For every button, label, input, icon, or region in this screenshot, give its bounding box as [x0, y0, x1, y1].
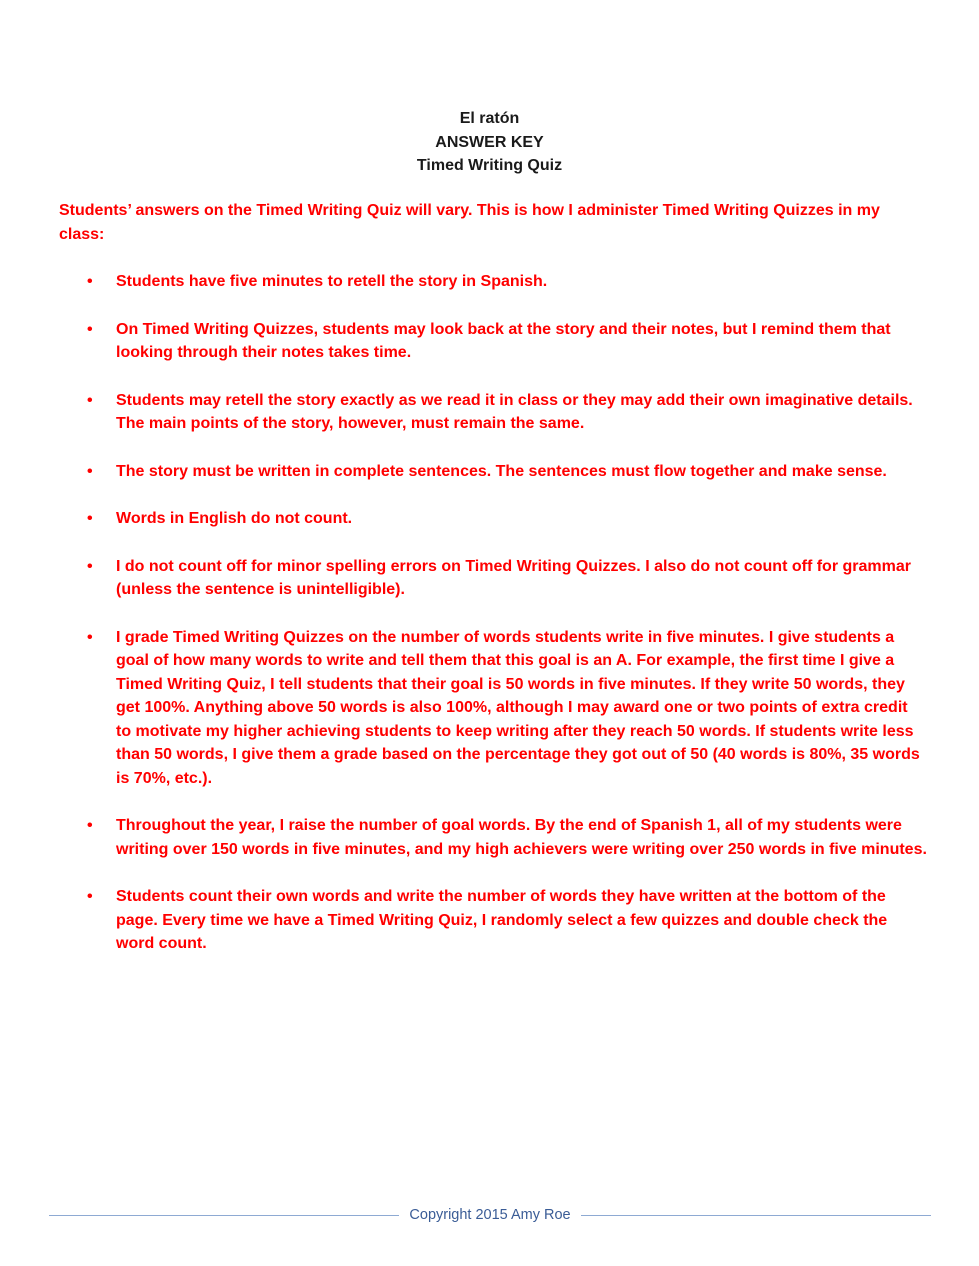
list-item-text: Students have five minutes to retell the story in Spanish.: [116, 273, 548, 290]
bullet-icon: •: [87, 628, 93, 646]
list-item-text: The story must be written in complete sentences. The sentences must flow together and make sense.: [116, 462, 887, 480]
list-item-text: Words in English do not count.: [116, 510, 353, 527]
quiz-name: Timed Writing Quiz: [416, 157, 563, 174]
list-item-text: Students count their own words and write the number of words they have written at the bottom of the page. Every time we have a Timed Writing Quiz, I randomly select a few quizzes and double check the word count.: [116, 888, 888, 952]
list-item-text: Students may retell the story exactly as we read it in class or they may add their own imaginative details. The main points of the story, however, must remain the same.: [116, 391, 913, 432]
copyright-text: Copyright 2015 Amy Roe: [409, 1207, 571, 1223]
footer-rule-right: [581, 1215, 931, 1216]
list-item-text: I grade Timed Writing Quizzes on the number of words students write in five minutes. I give students a goal of how many words to write and tell them that this goal is an A. For example, the first time I give a Timed Writing Quiz, I tell students that their goal is 50 words in five minutes. If they write 50 words, they get 100%. Anything above 50 words is also 100%, although I may award one or two points of extra credit to motivate my higher achieving students to keep writing after they reach 50 words. If students write less than 50 words, I give them a grade based on the percentage they got out of 50 (40 words is 80%, 35 words is 70%, etc.).: [116, 628, 920, 787]
instruction-list: [0, 270, 979, 980]
list-item-text: I do not count off for minor spelling errors on Timed Writing Quizzes. I also do not count off for grammar (unless the sentence is unintelligible).: [116, 557, 911, 598]
bullet-icon: •: [87, 391, 93, 409]
page-footer: [49, 1204, 931, 1226]
bullet-icon: •: [87, 320, 93, 338]
list-item-text: Throughout the year, I raise the number of goal words. By the end of Spanish 1, all of my students were writing over 150 words in five minutes, and my high achievers were writing over 250 words in five minutes.: [116, 817, 927, 858]
list-item: [0, 507, 979, 531]
list-item: [0, 626, 979, 791]
bullet-icon: •: [87, 273, 93, 290]
list-item: [0, 318, 979, 365]
list-item: [0, 885, 979, 956]
list-item: [0, 555, 979, 602]
title-block: [0, 107, 979, 178]
bullet-icon: •: [87, 557, 93, 575]
page-subtitle: ANSWER KEY: [435, 133, 544, 151]
list-item-text: On Timed Writing Quizzes, students may look back at the story and their notes, but I remind them that looking through their notes takes time.: [116, 320, 891, 361]
bullet-icon: •: [87, 888, 93, 905]
bullet-icon: •: [87, 462, 93, 480]
list-item: [0, 389, 979, 436]
intro-paragraph: Students’ answers on the Timed Writing Quiz will vary. This is how I administer Timed Writing Quizzes in my class:: [59, 202, 880, 243]
list-item: [0, 270, 979, 294]
bullet-icon: •: [87, 510, 93, 527]
footer-rule-left: [49, 1215, 399, 1216]
list-item: [0, 814, 979, 861]
page-title: El ratón: [459, 110, 520, 127]
list-item: [0, 460, 979, 484]
bullet-icon: •: [87, 817, 93, 834]
